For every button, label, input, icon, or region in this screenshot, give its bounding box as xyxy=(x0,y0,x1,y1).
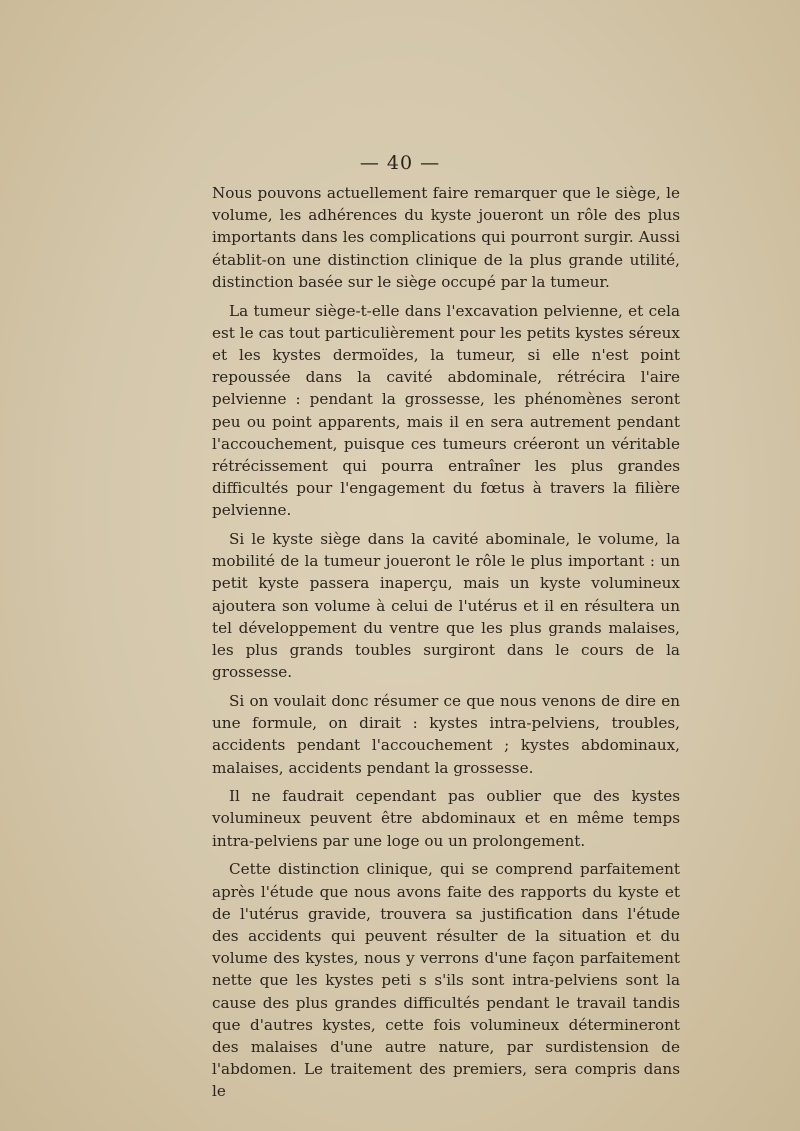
paragraph: Nous pouvons actuellement faire remarquer que le siège, le volume, les adhérences du kyste joueront un rôle des plus importants dans les complications qui pourront surgir. Aussi établit-on une distinction clinique de la plus grande utilité, distinction basée sur le siège occupé par la tumeur. xyxy=(212,184,680,291)
paragraph: Si on voulait donc résumer ce que nous venons de dire en une formule, on dirait : kystes intra-pelviens, troubles, accidents pendant l'accouchement ; kystes abdominaux, malaises, accidents pendant la grossesse. xyxy=(212,691,680,777)
text-block xyxy=(212,182,680,1109)
paragraph: Il ne faudrait cependant pas oublier que des kystes volumineux peuvent être abdominaux et en même temps intra-pelviens par une loge ou un prolongement. xyxy=(212,787,680,850)
paragraph: Si le kyste siège dans la cavité abominale, le volume, la mobilité de la tumeur joueront le rôle le plus important : un petit kyste passera inaperçu, mais un kyste volumineux ajoutera son volume à celui de l'utérus et il en résultera un tel développement du ventre que les plus grands malaises, les plus grands toubles surgiront dans le cours de la grossesse. xyxy=(212,530,680,682)
paragraph: La tumeur siège-t-elle dans l'excavation pelvienne, et cela est le cas tout particulièrement pour les petits kystes séreux et les kystes dermoïdes, la tumeur, si elle n'est point repoussée dans la cavité abdominale, rétrécira l'aire pelvienne : pendant la grossesse, les phénomènes seront peu ou point apparents, mais il en sera autrement pendant l'accouchement, puisque ces tumeurs créeront un véritable rétrécissement qui pourra entraîner les plus grandes difficultés pour l'engagement du fœtus à travers la filière pelvienne. xyxy=(212,301,680,520)
page-number: — 40 — xyxy=(359,152,441,174)
paragraph: Cette distinction clinique, qui se comprend parfaitement après l'étude que nous avons faite des rapports du kyste et de l'utérus gravide, trouvera sa justification dans l'étude des accidents qui peuvent résulter de la situation et du volume des kystes, nous y verrons d'une façon parfaitement nette que les kystes peti s s'ils sont intra-pelviens sont la cause des plus grandes difficultés pendant le travail tandis que d'autres kystes, cette fois volumineux détermineront des malaises d'une autre nature, par surdistension de l'abdomen. Le traitement des premiers, sera compris dans le xyxy=(212,860,680,1101)
